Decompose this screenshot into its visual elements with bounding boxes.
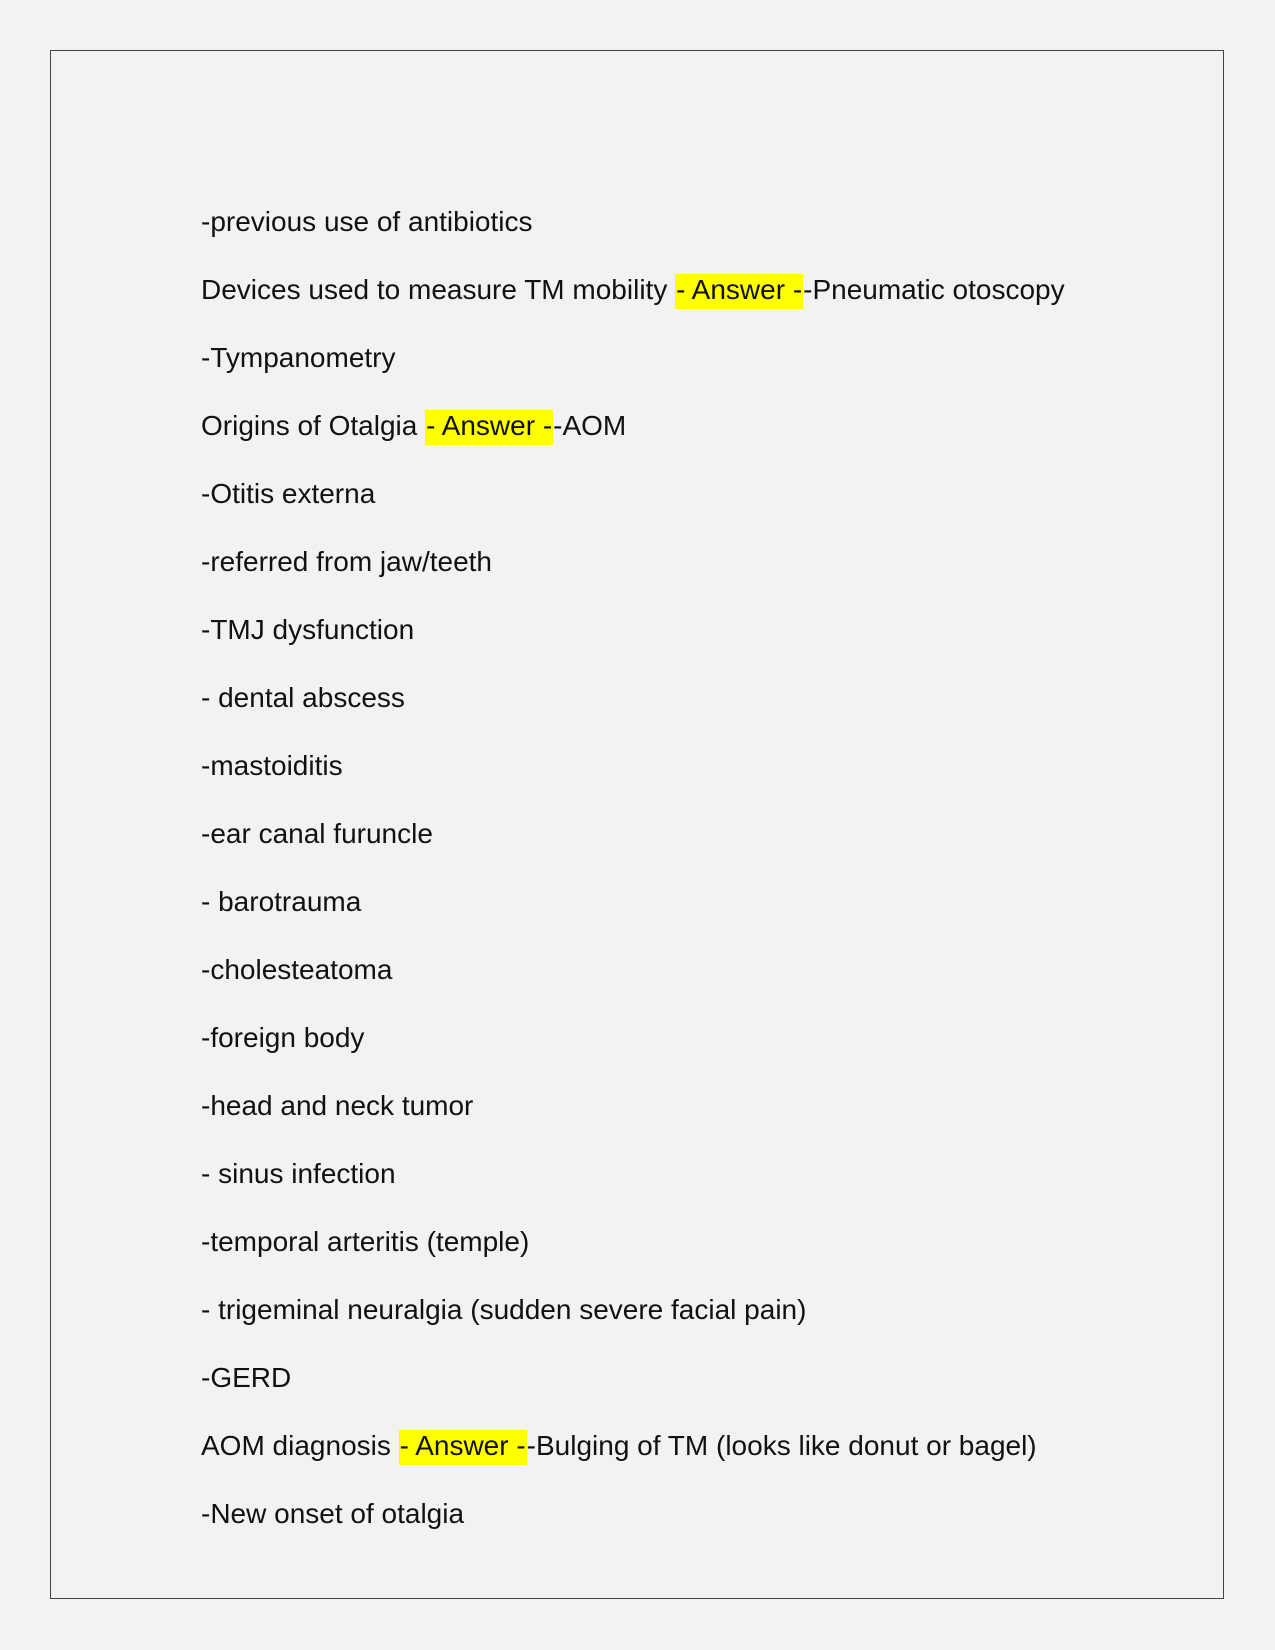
line-text: -New onset of otalgia	[201, 1498, 465, 1529]
page-frame	[50, 50, 1224, 1599]
text-line	[201, 469, 1065, 537]
text-line	[201, 741, 1065, 809]
qa-line	[201, 1421, 1065, 1489]
text-line	[201, 945, 1065, 1013]
answer-text: -AOM	[553, 410, 627, 441]
text-line	[201, 1013, 1065, 1081]
answer-highlight: - Answer -	[399, 1430, 527, 1465]
line-text: -GERD	[201, 1362, 292, 1393]
text-line	[201, 673, 1065, 741]
line-text: -Otitis externa	[201, 478, 376, 509]
answer-text: -Bulging of TM (looks like donut or bagel)	[526, 1430, 1037, 1461]
line-text: - sinus infection	[201, 1158, 396, 1189]
line-text: -mastoiditis	[201, 750, 343, 781]
text-line	[201, 809, 1065, 877]
line-text: -ear canal furuncle	[201, 818, 433, 849]
text-line	[201, 537, 1065, 605]
line-text: -previous use of antibiotics	[201, 206, 533, 237]
answer-text: -Pneumatic otoscopy	[803, 274, 1065, 305]
line-text: - barotrauma	[201, 886, 362, 917]
text-line	[201, 1081, 1065, 1149]
line-text: -foreign body	[201, 1022, 365, 1053]
line-text: - trigeminal neuralgia (sudden severe facial pain)	[201, 1294, 807, 1325]
text-line	[201, 1217, 1065, 1285]
line-text: -head and neck tumor	[201, 1090, 474, 1121]
text-line	[201, 333, 1065, 401]
line-text: -referred from jaw/teeth	[201, 546, 492, 577]
line-text: - dental abscess	[201, 682, 405, 713]
document-body	[201, 197, 1065, 1557]
text-line	[201, 197, 1065, 265]
text-line	[201, 877, 1065, 945]
line-text: -Tympanometry	[201, 342, 396, 373]
qa-line	[201, 265, 1065, 333]
text-line	[201, 605, 1065, 673]
qa-line	[201, 401, 1065, 469]
text-line	[201, 1489, 1065, 1557]
text-line	[201, 1285, 1065, 1353]
line-text: -TMJ dysfunction	[201, 614, 415, 645]
text-line	[201, 1353, 1065, 1421]
answer-highlight: - Answer -	[425, 410, 553, 445]
answer-highlight: - Answer -	[675, 274, 803, 309]
question-text: Devices used to measure TM mobility	[201, 274, 676, 305]
question-text: AOM diagnosis	[201, 1430, 399, 1461]
question-text: Origins of Otalgia	[201, 410, 426, 441]
line-text: -cholesteatoma	[201, 954, 393, 985]
line-text: -temporal arteritis (temple)	[201, 1226, 530, 1257]
text-line	[201, 1149, 1065, 1217]
